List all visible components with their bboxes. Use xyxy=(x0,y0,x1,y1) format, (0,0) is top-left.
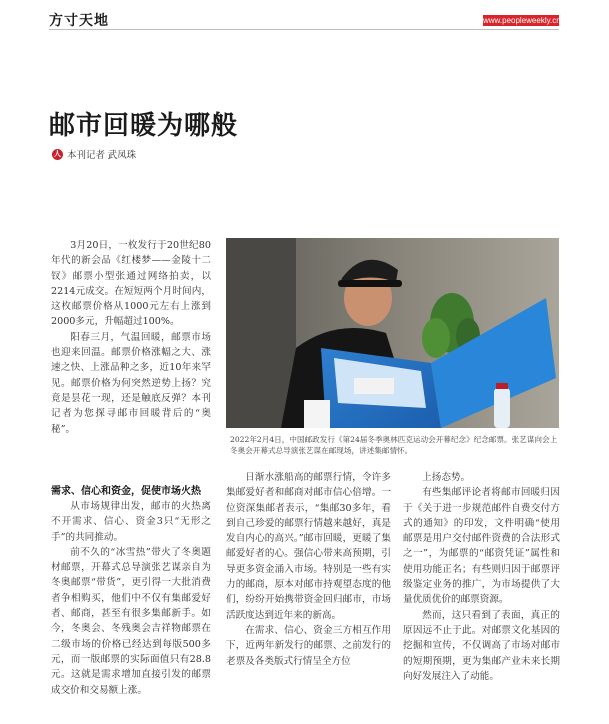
section-title: 方寸天地 xyxy=(49,13,109,29)
body-column-1 xyxy=(51,485,211,698)
section-subheading: 需求、信心和资金，促使市场火热 xyxy=(51,486,201,497)
body-column-3 xyxy=(403,470,560,684)
site-url-badge[interactable]: www.peopleweekly.cn xyxy=(483,16,561,25)
body-paragraph: 前不久的“冰雪热”带火了冬奥题材邮票，开幕式总导演张艺谋亲自为冬奥邮票“带货”，更引得一大批消费者争相购买，他们中不仅有集邮爱好者、邮商，甚至有很多集邮新手。如今，冬奥会、冬残奥会吉祥物邮票在二级市场的价格已经达到每版500多元，而一版邮票的实际面值只有28.8元。这就是需求增加直接引发的邮票成交价和交易额上涨。 xyxy=(51,546,211,696)
intro-column xyxy=(51,238,211,437)
body-column-2 xyxy=(226,470,391,669)
byline xyxy=(52,147,136,161)
body-paragraph: 日渐水涨船高的邮票行情，令许多集邮爱好者和邮商对邮市信心倍增。一位资深集邮者表示，“集邮30多年，看到自己珍爱的邮票行情越来越好，真是发自内心的高兴。”邮市回暖，更暖了集邮爱好者的心。强信心带来高预期，引导更多资金涌入市场。特别是一些有实力的邮商，原本对邮市持观望态度的他们，纷纷开始携带资金回归邮市，市场活跃度达到近年来的新高。 xyxy=(226,472,391,621)
reporter-icon: 人 xyxy=(54,150,61,158)
intro-paragraph: 阳春三月，气温回暖，邮票市场也迎来回温。邮票价格涨幅之大、涨速之快、上涨品种之多，近10年来罕见。邮票价格为何突然逆势上扬？究竟是昙花一现，还是触底反弹？本刊记者为您探寻邮市回暖背后的“奥秘”。 xyxy=(51,331,211,435)
byline-text: 本刊记者 武凤珠 xyxy=(67,150,137,161)
article-headline: 邮市回暖为哪般 xyxy=(49,111,239,141)
body-paragraph: 上扬态势。 xyxy=(422,472,471,483)
header-divider xyxy=(49,29,559,30)
body-paragraph: 从市场规律出发，邮市的火热离不开需求、信心、资金3只“无形之手”的共同推动。 xyxy=(51,501,211,543)
body-paragraph: 然而，这只看到了表面，真正的原因远不止于此。对邮票文化基因的挖掘和宣传，不仅调高了市场对邮市的短期预期，更为集邮产业未来长期向好发展注入了动能。 xyxy=(403,609,560,682)
photo-illustration xyxy=(226,238,559,428)
body-paragraph: 在需求、信心、资金三方相互作用下，近两年新发行的邮票、之前发行的老票及各类版式行情呈全方位 xyxy=(226,624,391,667)
intro-paragraph: 3月20日，一枚发行于20世纪80年代的新会品《红楼梦——金陵十二钗》邮票小型张通过网络拍卖，以2214元成交。在短短两个月时间内，这枚邮票价格从1000元左右上涨到2000多元，升幅超过100%。 xyxy=(51,240,211,328)
article-photo xyxy=(226,238,559,428)
body-paragraph: 有些集邮评论者将邮市回暖归因于《关于进一步规范邮件自费交付方式的通知》的印发，文件明确“使用邮票是用户交付邮件资费的合法形式之一”，为邮票的“邮资凭证”属性和使用功能正名；有些则归因于邮票评级鉴定业务的推广，为市场提供了大量优质优价的邮票资源。 xyxy=(403,487,560,606)
photo-caption: 2022年2月4日，中国邮政发行《第24届冬季奥林匹克运动会开幕纪念》纪念邮票。张艺谋向会上冬奥会开幕式总导演张艺谋在邮现场，讲述集邮情怀。 xyxy=(230,435,558,455)
